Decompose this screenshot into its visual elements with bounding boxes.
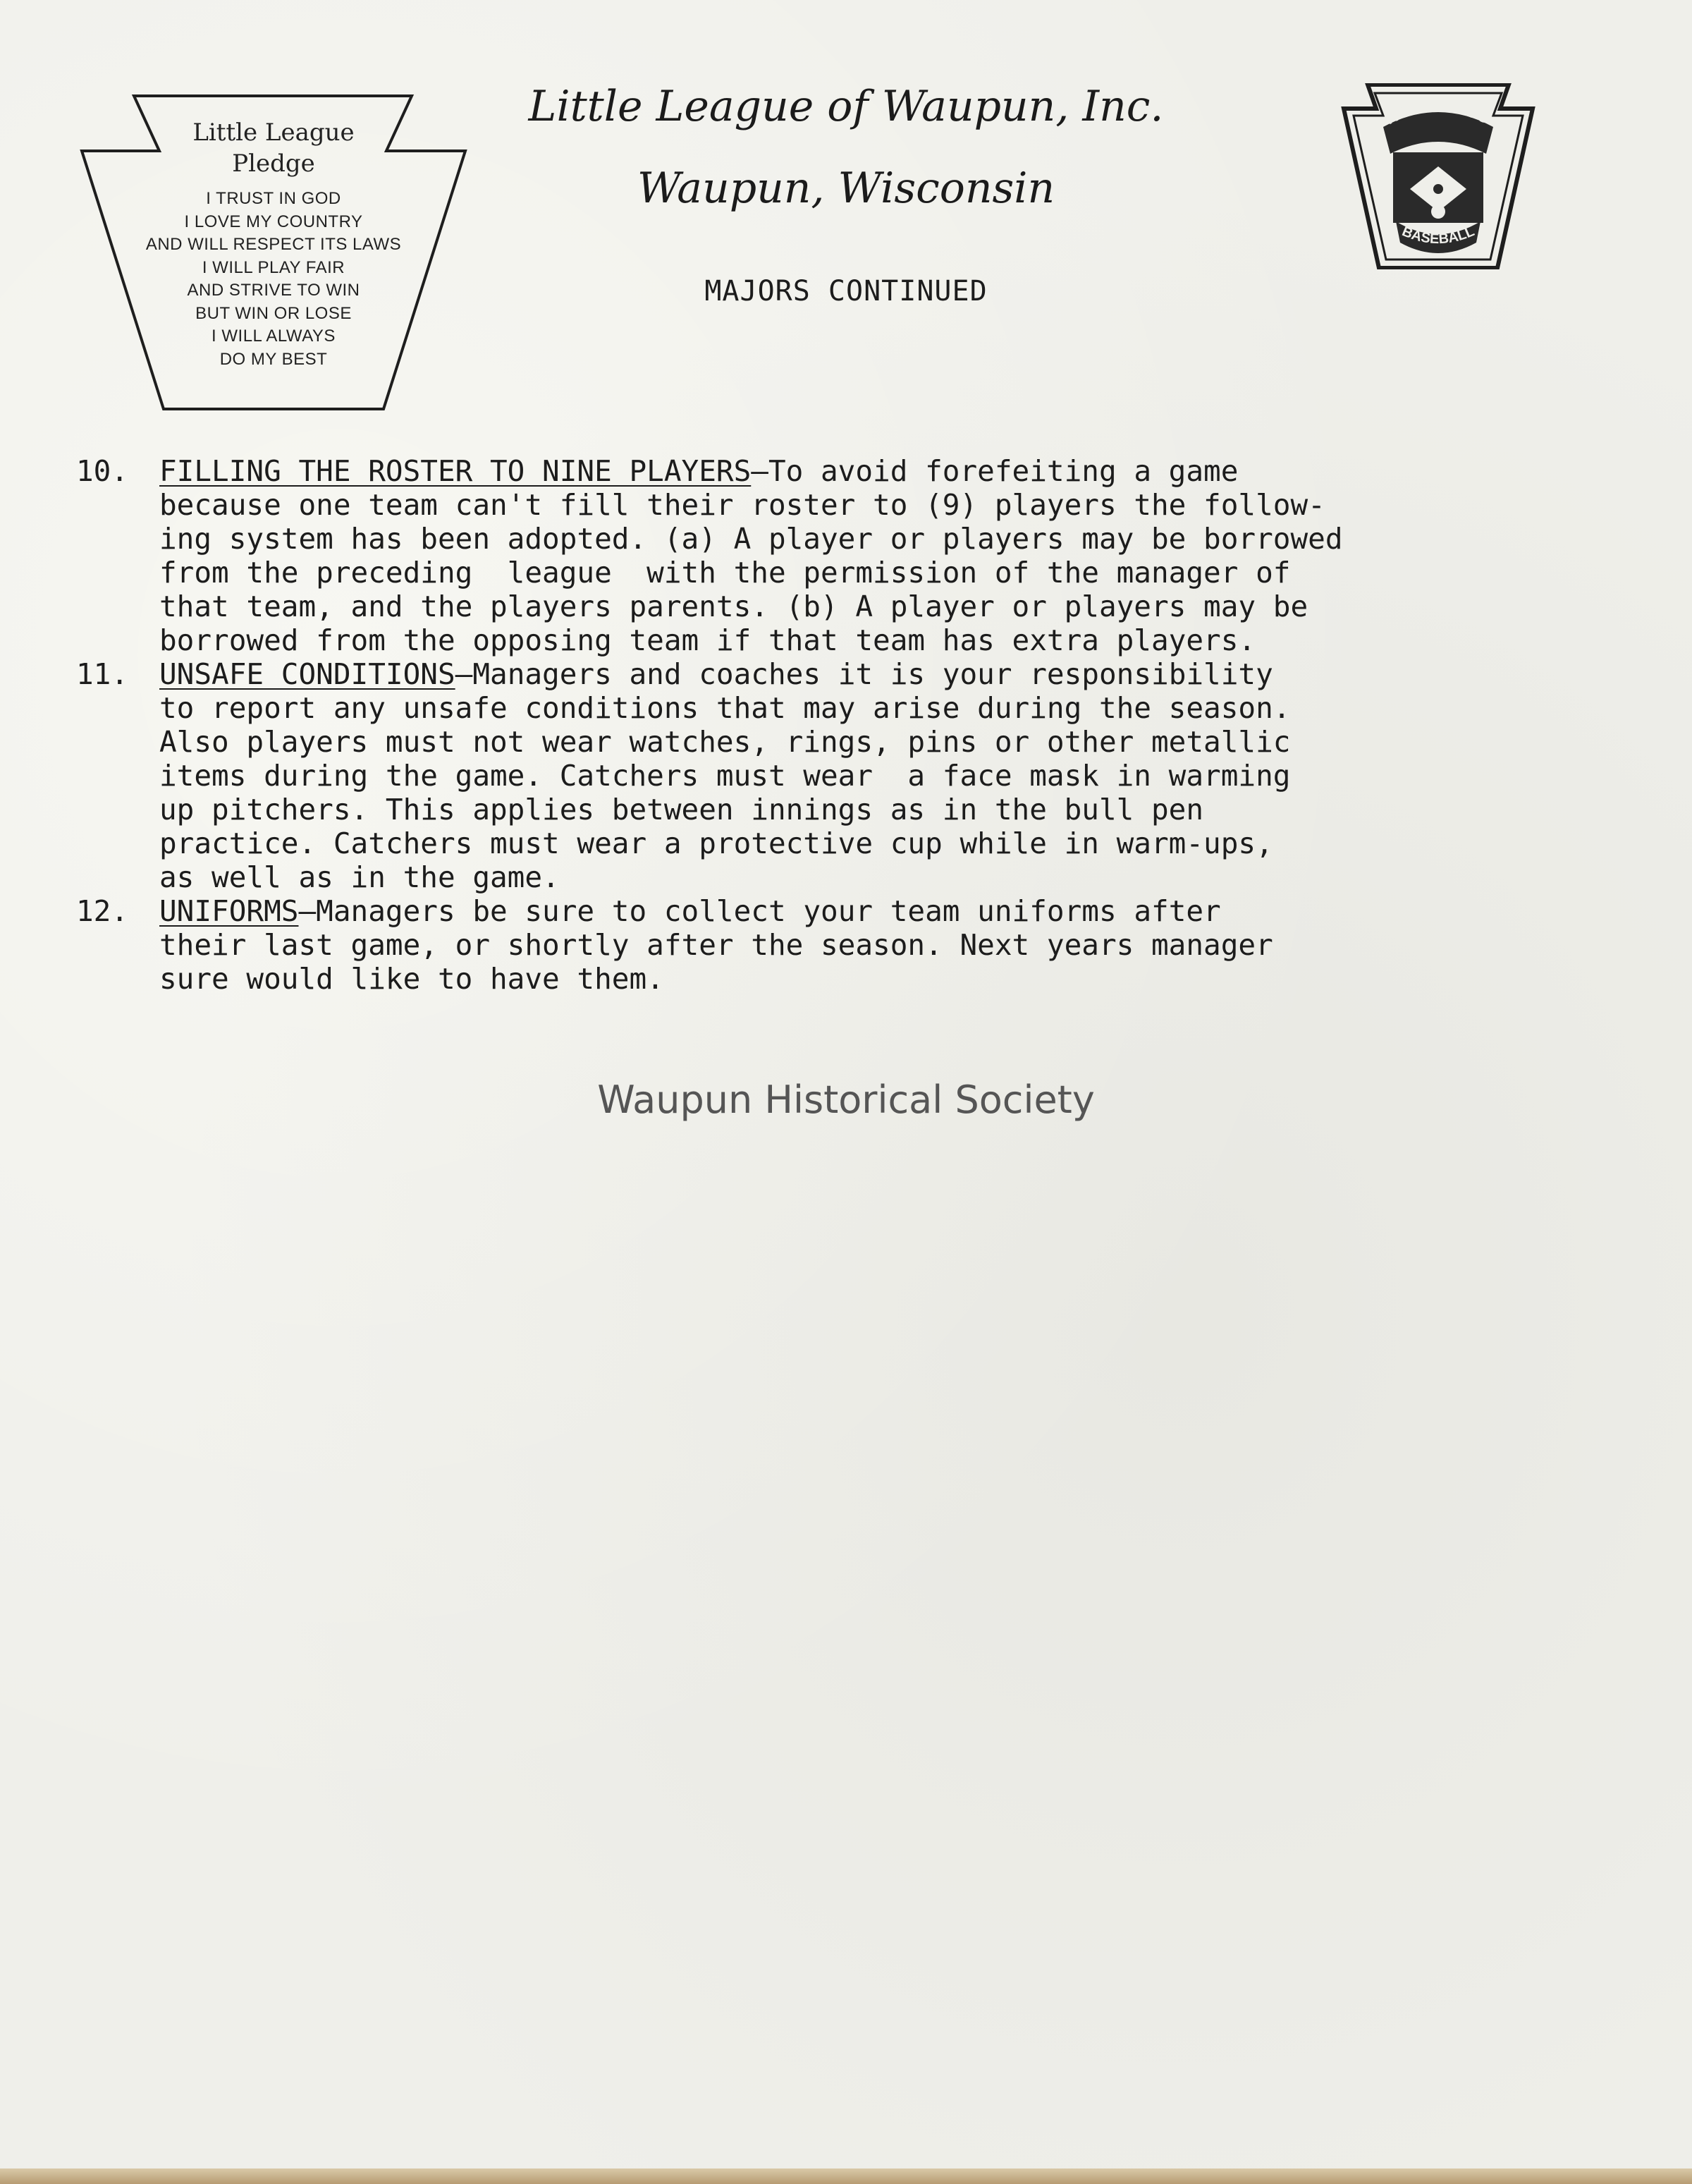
section-title: MAJORS CONTINUED [704,275,988,307]
rule-item [76,894,1613,996]
little-league-baseball-icon [1341,83,1535,269]
rule-body [159,894,1613,996]
pledge-keystone [76,92,471,416]
pledge-line: I WILL ALWAYS [212,327,336,346]
rule-heading: FILLING THE ROSTER TO NINE PLAYERS [159,454,752,488]
rule-number: 11. [76,657,129,691]
pledge-line: I TRUST IN GOD [206,189,341,208]
pledge-title-line1: Little League [192,118,355,147]
organization-name: Little League of Waupun, Inc. [528,82,1164,131]
rule-item [76,657,1613,894]
rule-item [76,454,1613,657]
pledge-line: BUT WIN OR LOSE [195,303,352,323]
rule-body [159,454,1613,657]
paper-bottom-edge [0,2168,1692,2184]
rule-body [159,657,1613,894]
logo-top-text: ITTLE LEAGU [1383,97,1493,128]
rule-text: —To avoid forefeiting a game because one team can't fill their roster to (9) players the follow- ing system has been adopted. (a) A player or players may be borrowed from the preceding league with the permission of the manager of that team, and the players parents. (b) A player or players may be borrowed from the opposing team if that team has extra players. [159,454,1343,657]
pledge-line: I LOVE MY COUNTRY [184,212,363,231]
rule-heading: UNSAFE CONDITIONS [159,657,455,691]
rule-number: 12. [76,894,129,928]
logo-bottom-text: BASEBALL [1399,224,1477,248]
pledge-text [118,188,429,371]
pledge-line: AND WILL RESPECT ITS LAWS [145,235,402,254]
pledge-title-line2: Pledge [232,150,315,178]
pledge-line: AND STRIVE TO WIN [187,281,360,300]
rule-number: 10. [76,454,129,488]
pledge-line: I WILL PLAY FAIR [202,257,345,277]
rule-heading: UNIFORMS [159,894,299,928]
little-league-logo [1341,83,1535,269]
rules-list [76,454,1613,996]
rule-text: —Managers be sure to collect your team uniforms after their last game, or shortly after the season. Next years manager sure would like to have them. [159,894,1273,996]
pledge-line: DO MY BEST [219,349,328,369]
rule-text: —Managers and coaches it is your responsibility to report any unsafe conditions that may arise during the season. Also players must not wear watches, rings, pins or other metallic items during the game. Catchers must wear a face mask in warming up pitchers. This applies between innings as in the bull pen practice. Catchers must wear a protective cup while in warm-ups, as well as in the game. [159,657,1291,894]
watermark: Waupun Historical Society [597,1078,1095,1122]
organization-city: Waupun, Wisconsin [637,164,1055,213]
